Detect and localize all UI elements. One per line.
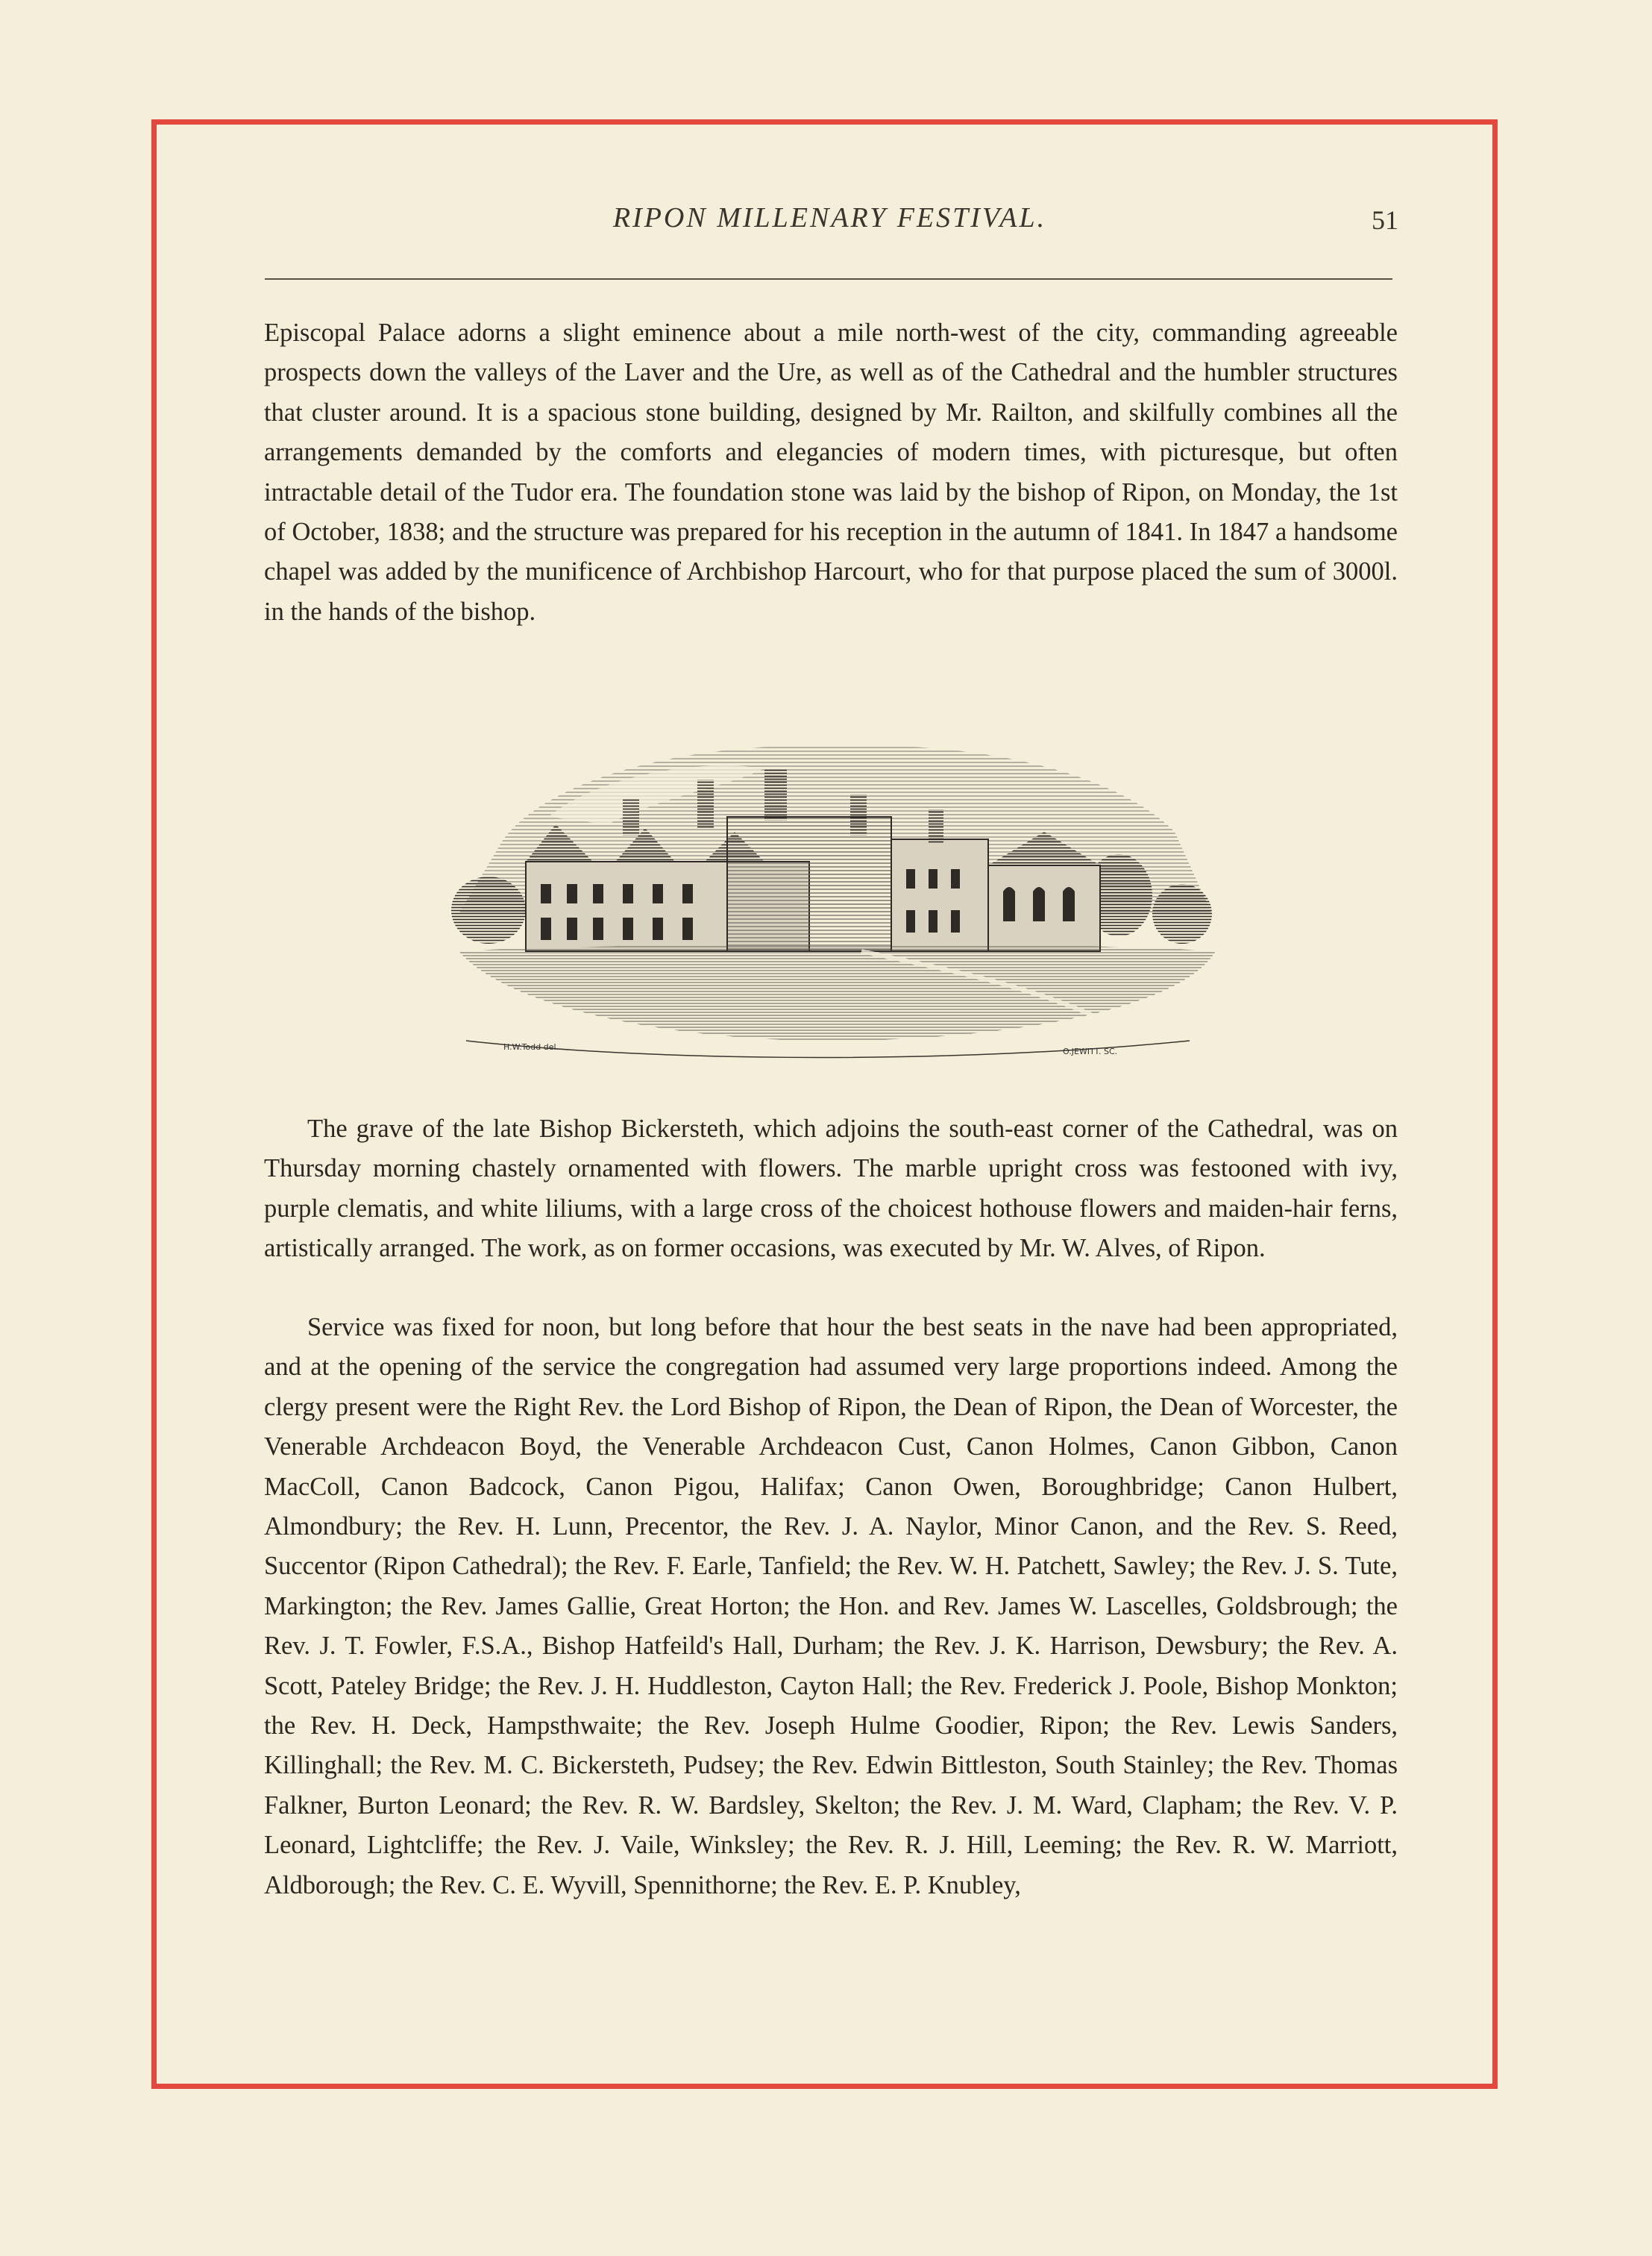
- paragraph-text: The grave of the late Bishop Bickersteth, which adjoins the south-east corner of the Cathedral, was on Thursday morning chastely ornamented with flowers. The marble upright cross was festooned with ivy, purple clematis, and white liliums, with a large cross of the choicest hothouse flowers and maiden-hair ferns, artistically arranged. The work, as on former occasions, was executed by Mr. W. Alves, of Ripon.: [264, 1115, 1398, 1263]
- page-number: 51: [1372, 205, 1398, 235]
- paragraph-text: Service was fixed for noon, but long before that hour the best seats in the nave had been appropriated, and at the opening of the service the congregation had assumed very large proportions indeed. Among the clergy present were the Right Rev. the Lord Bishop of Ripon, the Dean of Ripon, the Dean of Worcester, the Venerable Archdeacon Boyd, the Venerable Archdeacon Cust, Canon Holmes, Canon Gibbon, Canon MacColl, Canon Badcock, Canon Pigou, Halifax; Canon Owen, Boroughbridge; Canon Hulbert, Almondbury; the Rev. H. Lunn, Precentor, the Rev. J. A. Naylor, Minor Canon, and the Rev. S. Reed, Succentor (Ripon Cathedral); the Rev. F. Earle, Tanfield; the Rev. W. H. Patchett, Sawley; the Rev. J. S. Tute, Markington; the Rev. James Gallie, Great Horton; the Hon. and Rev. James W. Lascelles, Goldsbrough; the Rev. J. T. Fowler, F.S.A., Bishop Hatfeild's Hall, Durham; the Rev. J. K. Harrison, Dewsbury; the Rev. A. Scott, Pateley Bridge; the Rev. J. H. Huddleston, Cayton Hall; the Rev. Frederick J. Poole, Bishop Monkton; the Rev. H. Deck, Hampsthwaite; the Rev. Joseph Hulme Goodier, Ripon; the Rev. Lewis Sanders, Killinghall; the Rev. M. C. Bickersteth, Pudsey; the Rev. Edwin Bittleston, South Stainley; the Rev. Thomas Falkner, Burton Leonard; the Rev. R. W. Bardsley, Skelton; the Rev. J. M. Ward, Clapham; the Rev. V. P. Leonard, Lightcliffe; the Rev. J. Vaile, Winksley; the Rev. R. J. Hill, Leeming; the Rev. R. W. Marriott, Aldborough; the Rev. C. E. Wyvill, Spennithorne; the Rev. E. P. Knubley,: [264, 1313, 1398, 1899]
- running-title: RIPON MILLENARY FESTIVAL.: [612, 202, 1047, 234]
- illustrator-credit: H.W.Todd del.: [503, 1042, 559, 1052]
- palace-engraving: [444, 727, 1231, 1078]
- running-head: [261, 201, 1398, 254]
- paragraph-text: Episcopal Palace adorns a slight eminence about a mile north-west of the city, commanding agreeable prospects down the valleys of the Laver and the Ure, as well as of the Cathedral and the humbler structures that cluster around. It is a spacious stone building, designed by Mr. Railton, and skilfully combines all the arrangements demanded by the comforts and elegancies of modern times, with picturesque, but often intractable detail of the Tudor era. The foundation stone was laid by the bishop of Ripon, on Monday, the 1st of October, 1838; and the structure was prepared for his reception in the autumn of 1841. In 1847 a handsome chapel was added by the munificence of Archbishop Harcourt, who for that purpose placed the sum of 3000l. in the hands of the bishop.: [264, 319, 1398, 626]
- paragraph-service: [264, 1308, 1398, 1905]
- paragraph-grave: [264, 1109, 1398, 1269]
- engraver-credit: O.JEWITT. SC.: [1063, 1047, 1118, 1056]
- paragraph-palace-description: [264, 313, 1398, 632]
- palace-engraving-illustration: [444, 727, 1231, 1078]
- header-rule: [265, 278, 1392, 280]
